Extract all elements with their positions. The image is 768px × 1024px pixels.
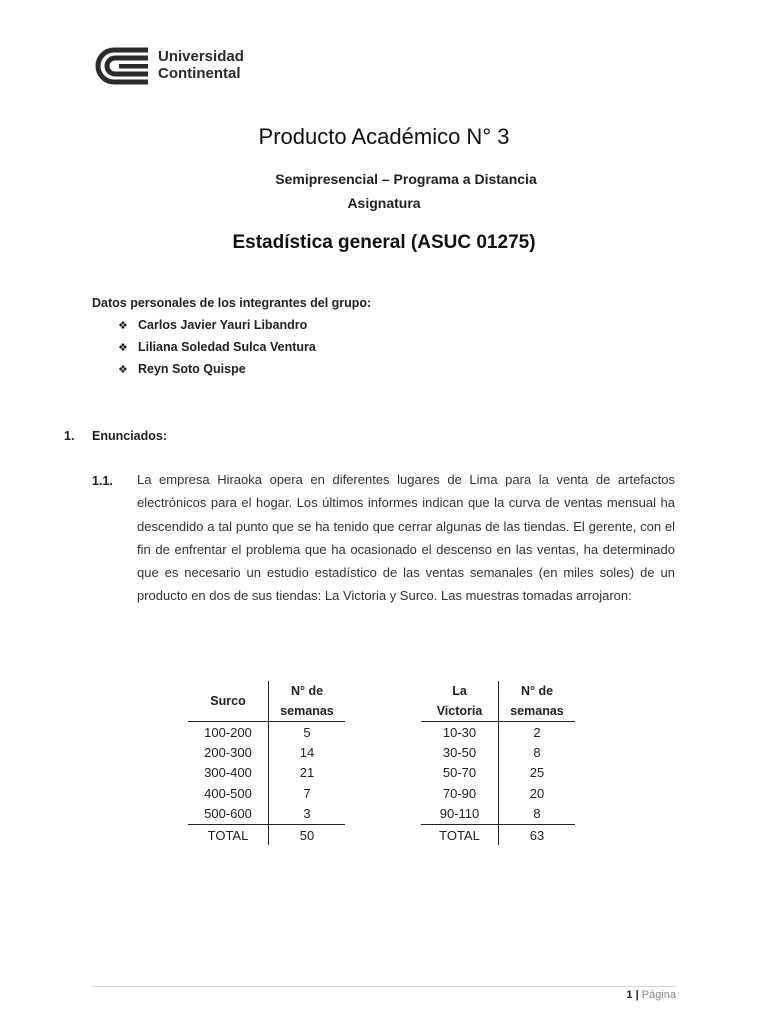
section-title: Enunciados: [92, 429, 168, 443]
diamond-bullet-icon: ❖ [118, 364, 128, 376]
university-logo-icon [92, 44, 152, 88]
column-header-semanas [499, 681, 576, 722]
member-name: Liliana Soledad Sulca Ventura [138, 340, 316, 354]
table-total-row [188, 824, 345, 845]
total-value: 50 [269, 824, 346, 845]
count-cell: 20 [499, 783, 576, 803]
table-header-row [188, 681, 345, 722]
interval-cell: 300-400 [204, 765, 252, 781]
table-row [188, 783, 345, 803]
header-line: semanas [510, 704, 564, 718]
page-number: 1 [626, 989, 633, 1001]
count-cell: 8 [499, 804, 576, 825]
member-item [118, 340, 316, 354]
count-cell: 5 [269, 722, 346, 743]
count-cell: 25 [499, 763, 576, 783]
member-name: Carlos Javier Yauri Libandro [138, 318, 308, 332]
interval-cell: 90-110 [439, 806, 480, 822]
surco-frequency-table [188, 681, 345, 845]
interval-cell: 200-300 [204, 745, 252, 761]
course-name: Estadística general (ASUC 01275) [232, 232, 536, 253]
interval-cell: 400-500 [204, 785, 252, 801]
problem-statement: La empresa Hiraoka opera en diferentes lugares de Lima para la venta de artefactos electrónicos para el hogar. Los últimos informes indican que la curva de ventas mensual ha descendido a tal punto que se ha tenido que cerrar algunas de las tiendas. El gerente, con el fin de enfrentar el problema que ha ocasionado el descenso en las ventas, ha determinado que es necesario un estudio estadístico de las ventas semanales (en miles soles) de un producto en dos de sus tiendas: La Victoria y Surco. Las muestras tomadas arrojaron: [137, 472, 675, 604]
header-line: semanas [280, 704, 334, 718]
interval-cell: 30-50 [442, 745, 477, 761]
interval-cell: 10-30 [442, 724, 477, 740]
document-title: Producto Académico N° 3 [258, 124, 510, 149]
total-label: TOTAL [421, 824, 499, 845]
header-line: Victoria [436, 704, 483, 718]
total-label: TOTAL [188, 824, 269, 845]
section-number: 1. [64, 429, 75, 443]
subtitle-program: Semipresencial – Programa a Distancia [275, 171, 537, 187]
logo-text-line1: Universidad [158, 48, 244, 65]
table-row [421, 783, 575, 803]
table-row [188, 722, 345, 743]
interval-cell: 50-70 [442, 765, 477, 781]
interval-cell: 500-600 [204, 806, 252, 822]
count-cell: 7 [269, 783, 346, 803]
count-cell: 14 [269, 742, 346, 762]
subtitle-asignatura: Asignatura [347, 195, 421, 211]
logo-text-line2: Continental [158, 65, 241, 82]
table-row [421, 763, 575, 783]
group-members-heading: Datos personales de los integrantes del grupo: [92, 296, 372, 310]
table-row [421, 804, 575, 825]
member-item [118, 362, 246, 376]
victoria-frequency-table [421, 681, 575, 845]
count-cell: 3 [269, 804, 346, 825]
footer-divider [92, 986, 676, 987]
table-header-row [421, 681, 575, 722]
total-value: 63 [499, 824, 576, 845]
page-footer [92, 989, 676, 1001]
page-label: Página [641, 989, 676, 1001]
problem-number: 1.1. [92, 474, 113, 488]
table-total-row [421, 824, 575, 845]
column-header-victoria [421, 681, 499, 722]
section-heading [64, 429, 167, 443]
header-line: N° de [520, 684, 554, 698]
table-row [188, 804, 345, 825]
university-logo [92, 44, 262, 88]
table-row [188, 763, 345, 783]
header-line: N° de [290, 684, 324, 698]
count-cell: 2 [499, 722, 576, 743]
table-row [421, 742, 575, 762]
interval-cell: 70-90 [442, 785, 477, 801]
table-row [421, 722, 575, 743]
member-item [118, 318, 307, 332]
member-name: Reyn Soto Quispe [138, 362, 246, 376]
footer-separator: | [635, 989, 639, 1001]
table-row [188, 742, 345, 762]
diamond-bullet-icon: ❖ [118, 320, 128, 332]
diamond-bullet-icon: ❖ [118, 342, 128, 354]
column-header-semanas [269, 681, 346, 722]
count-cell: 21 [269, 763, 346, 783]
interval-cell: 100-200 [204, 724, 252, 740]
header-line: La [452, 684, 467, 698]
column-header-surco: Surco [188, 681, 269, 722]
count-cell: 8 [499, 742, 576, 762]
